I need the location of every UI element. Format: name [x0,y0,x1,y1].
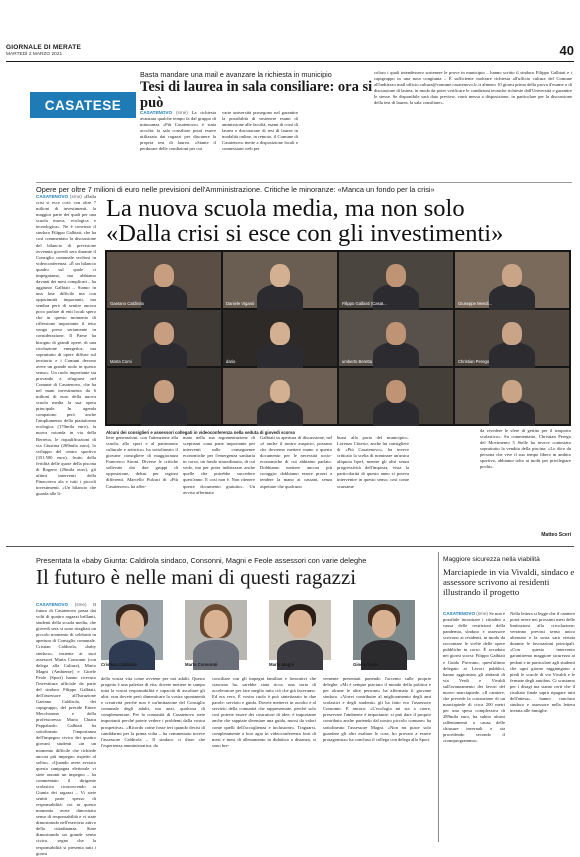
video-tile [339,252,453,308]
portrait-label: Gioele Feole [353,662,379,667]
video-tile [107,310,221,366]
video-tile [223,368,337,424]
article1-column-3 [304,70,572,178]
article3-column-3 [323,676,431,838]
article3-dateline: (sme) [74,602,87,607]
video-tile [339,310,453,366]
article1-dateline: (sme) [176,110,188,115]
article2-text-1: liere generazioni, con l'attenzione alla scuola, allo sport e al patrimonio culturale e artistico» ha sottolineato il giovane consigliere di maggioranza Francesco Sironi. Diverse le critiche sollevate dai due gruppi di opposizione, delusi per ragioni differenti. Marcello Pulcari di «Più Casatenovo» ha affer- [106,435,178,489]
article1-text-3: coloro i quali intendessero sostenere le prove in municipio – hanno scritto il sindaco Filippo Galbiati e i capigruppo in una nota congiunta – È sufficiente inoltrare richiesta all'ufficio cultura del Comune all'indirizzo mail ufficio.cultura@comune.casatenovo.lc.it almeno 10 giorni prima della prova d'esame o di discussione di laurea, in modo da poter verificare le condizioni tecniche richieste dall'Università e garantire le stesse. Se disponibile sarà dato preview, varrà messa a disposizione, in particolare per la discussione della tesi di laurea, la sala consiliare». [374,70,572,106]
article4-column-2 [510,611,575,838]
article2-text-3: Galbiati in apertura di discussione, nel «è anche il nostro auspicio, possano che dovremo mettere mano a questo documento per le necessità socio-economiche di cui abbiamo parlato. Dobbiamo mettere ancora più coraggio: dobbiamo essere pronti a tendere la mano ai cassani, senza aspettare che qualcuno [260,435,332,489]
video-tile [455,252,569,308]
article4-lead: CASATENOVO [443,611,476,616]
video-tile-label: Filippo Galbiati (Casat... [342,301,387,306]
article2-left-text: «Dalla crisi si esce così: con oltre 7 milioni di investimenti, la maggior parte dei quali per una scuola nuova, ecologica e tecnologica». Ne è convinto il sindaco Filippo Galbiati, che ha così commentato la discussione del bilancio di previsione avvenuta giovedì sera durante il Consiglio comunale svoltosi in videoconferenza. «È un bilancio quadro sul quale ci impegniamo, ma abbiamo davanti dei mesi complicati – ha aggiunto Galbiati – Siamo in una fase difficile ma con opportunità importanti, ma sembra però di sentire ancora poco parlare di enti locali spero che in questo momento di riflessione importante il tetto venga preso seriamente in considerazione. Il Paese ha bisogno di grandi opere, di una rivoluzione energetica, ma soprattutto di opere diffuse sul territorio e i Comuni devono avere un grande ruolo in questo senso». Un ruolo importante sia provando a rifugiarsi nel Comune di Casatenovo, che ha nel mani investimento da 6 milioni di euro della nuova scuola media la sua opera principale. In agenda compaiono però anche l'ampliamento della piattaforma ecologica (170mila euro), la nuova rotonda in via della Berretta, le riqualificazioni di via Giustina (269mila euro), lo sviluppo del centro sportivo (351.500 euro), fruito della fertilità delle quote della piscina di Rogeno (20mila euro), gli ultimi interventi della Pinacoteca ala e tutti i piccoli investimenti. «Un bilancio che guarda alle li- [36,194,96,497]
article3-text-3: vemente presentati ponendo l'accento sulle proprie deleghe. «Mi è sempre piaciuto il mondo della politica e per alcune le altre persone» ha affermato il giovane sindaco. «Vorrei contribuire al miglioramento degli ami scolastici e degli studenti» gli ha fatto eco l'assessore Consonni. E ancora: «L'ecologia mi sta a cuore, preservare l'ambiente è importante: si può dare il proprio contributo anche partendo dal nostro piccolo comune» ha sottolineato l'assessore Magni. «Non mi piace solo guardare gli altri esaltare le cose, ho provato a essere protagonista» ha concluso il collega con delega allo Sport. [323,676,431,742]
article3-title: Il futuro è nelle mani di questi ragazzi [36,565,357,589]
portrait-photo [101,600,163,660]
portrait-photo [269,600,331,660]
article3-left-text: Il futuro di Casatenovo passa dai volti di quattro ragazzi brillanti, studenti della scuola media, che giovedì sera si sono ritagliati un piccolo momento di celebrità in apertura di Consiglio comunale. Cristian Caldirola, «baby sindaco», insieme ai suoi assessori Marta Consonni (con delega alla Cultura), Mario Magni (Ambiente) e Gioele Feole (Sport) hanno ricevuto l'investitura ufficiale da parte del sindaco Filippo Galbiati, dell'assessore all'Istruzione Gaetano Caldirola, dei capigruppo, del preside Ettore Mecchionna e della professoressa Maria Chiara Pappalardo. Galbiati ha sottolineato l'importanza dell'impegno civico dei quattro giovani studenti «in un momento difficile che richiede ancora più impegno rispetto al solito». «Quando avete avviato questa campagna elettorale vi siete assunti un impegno – ha commentato il dirigente scolastico riconoscendo ai Giunta dei ragazzi – Vi siete sentiti parte spesso di responsabilità: voi in questo momento avete dimostrato senso di responsabilità e vi state dimostrando nell'esercizio attivo della cittadinanza. State dimostrando un grande senso civico, segno che la responsabilità si presenta tutti i giorni [36,602,96,856]
article2-text-4: bussi alla porta del municipio». Lorenzo Citterio, anche lui consigliere di «Più Casatenovo», ha invece criticato la scelta di nominare un'unica aliquota Irpef, mentre gli altri senza progressività dell'imposta, vista la particolarità di questo anno si poteva intervenire in questo senso, così come scarsame [337,435,409,489]
article3-text-2: conciliare con gli impegni familiari e lavorativi che ciascuno ha, sarebbe stata ricca, una sorta di acceleratore per fare meglio tutto ciò che già facevamo. Ed era vero. È vostro ruolo è può sintetizzato in due parole: servizio e guida. Dovete mettervi in ascolto e al servizio della comunità che rappresentate, perché solo così potrete essere dei costruttori di idee; è importante anche che sappiate diventare una guida, mossi da valori come quelli dell'accoglienza e inclusione». Traguarsi, completamente a loro agio in videoconferenza forti di mesi e mesi di allenamento in didattica a distanza, si sono bre- [212,676,316,748]
article3-lead: CASATENOVO [36,602,69,607]
videoconference-photo [105,250,571,426]
portrait-label: Mario Magni [269,662,295,667]
video-tile-label: dario [226,359,236,364]
article4-text-2: Nella lettera si legge che il cantiere potrà avere nei prossimi mesi delle limitazioni alla circolazione; verranno previsti senso unico alternato e la sosta sarà vietata durante le lavorazioni principali. «Con questo intervento garantiremo maggiore sicurezza ai pedoni e in particolare agli studenti che ogni giorno raggiungono a piedi le scuole di via Vivaldi e le fermate degli autobus. Ci scusiamo per i disagi ma siamo certi che il risultato finale saprà ripagare tutti dell'attesa», hanno concluso sindaco e assessore nella lettera inviata alle famiglie. [510,611,575,713]
article4-column-1 [443,611,505,838]
video-tile-label: Daniele Viganò [226,301,255,306]
article3-column-1 [101,676,205,838]
portrait-label: Marta Consonni [185,662,218,667]
article2-column-5 [414,428,571,528]
article1-text-1: La richiesta avanzata qualche tempo fa dal gruppo di minoranza «Più Casatenovo» è stata accolta: la sala consiliare potrà essere utilizzata dai ragazzi per discutere la propria tesi di laurea. «Stante il perdurare delle condizioni per cui [140,110,216,152]
photo-caption: Alcuni dei consiglieri e assessori collegati in videoconferenza nella seduta di giovedì scorso [106,430,296,435]
article2-text-5: da vivedere le sfere di gettito per il trasporto scolastico». Su commentatio, Christian Perego del Movimento 5 Stelle ha invece contestato soprattutto la vendita della piscina: «Lo dico da persona che vive il suo tempo libero in ambito sportivo, abbiamo tolto ai molti per privilegiare pochi». [480,428,571,470]
page-number: 40 [559,43,574,58]
article3-text-1: della vostra vita come avviene per noi adulti. Questo progetto è una palestra di vita, dovete mettere in campo tutta la vostra responsabilità e capacità di ascoltare gli altri: non dovete però dimenticare la vostra spontaneità e creatività perché non è un'imitazione del Consiglio comunale degli adulti, ma anzi, qualcosa di complementare. Per la comunità di Casatenovo siete importanti perché potete vedere i problemi dalla vostra prospettiva». «Ricordo come fosse ieri quando decisi di candidarmi per la prima volta – ha commentato invece l'assessore Caldirola – Il sindaco ci disse che l'esperienza amministrativa, da [101,676,205,748]
video-tile-label: Christian Perego [458,359,490,364]
article4-kicker: Maggiore sicurezza nella viabilità [443,556,540,563]
article2-column-1 [106,435,178,539]
article2-kicker: Opere per oltre 7 milioni di euro nelle previsioni dell'Amministrazione. Critiche le minoranze: «Manca un fondo per la crisi» [36,182,572,194]
article2-dateline: (sme) [70,194,82,199]
article3-column-2 [212,676,316,838]
video-tile [223,252,337,308]
section-label: CASATESE [30,92,136,118]
header-rule [6,61,574,62]
video-tile-label: Giuseppe Mendi... [458,301,492,306]
article3-left-column [36,602,96,856]
student-portraits [101,600,431,670]
article3-kicker: Presentata la «baby Giunta: Caldirola sindaco, Consonni, Magni e Feole assessori con varie deleghe [36,556,367,565]
video-tile [455,368,569,424]
portrait-label: Cristian Caldirola [101,662,137,667]
article1-text-2: varie università prosegono nel garantire la possibilità di sostenere esami di ammissione alle facoltà, esami di corsi di laurea e discussione di tesi di laurea in modalità online, in remoto, il Comune di Casatenovo mette a disposizione locali e connessioni web per [222,110,298,152]
article2-title-line-2: «Dalla crisi si esce con gli investimenti» [106,220,504,248]
article2-text-2: mato nella sua argomentazione di sceptismi «una parte importante per interventi sulle conseguenze economiche per l'emergenza sanitaria in corso, un fondo straordinario, di cui vedo, ma per poter indirizzare anche quelle che potrebbe succedere quest'anno. E così non è. Non ritenere queste documento gratuito». Un avviso affermato [183,435,255,495]
article2-left-column [36,194,96,538]
article2-byline: Matteo Sceri [541,532,571,538]
article1-title: Tesi di laurea in sala consiliare: ora si può [140,79,373,111]
article4-text-1: Se non è possibile incontrare i cittadini a causa delle restrizioni della pandemia, sindaco e assessore scrivono ai residenti, in modo da raccontare le scelte delle opere pubbliche in corso. È accaduto nei giorni scorsi: Filippo Galbiati e Guido Pirovano, quest'ultimo delegato ai Lavori pubblici, hanno aggiornato gli abitanti di via Verdi e Vivaldi sull'avanzamento dei lavori del nuovo marciapiede. «Il cantiere, che prevede la costruzione di un marciapiede di circa 200 metri per una spesa complessiva di 289mila euro, ha subito alcuni rallentamenti a causa delle chiusure invernali e sta procedendo secondo il cronoprogramma». [443,611,505,744]
article2-column-2 [183,435,255,539]
article2-column-4 [337,435,409,539]
article4-dateline: (sme) [476,611,488,616]
article2-title [106,196,576,247]
article4-title: Marciapiede in via Vivaldi, sindaco e assessore scrivono ai residenti illustrando il progetto [443,567,575,597]
video-tile [223,310,337,366]
section-rule [6,546,574,547]
article1-kicker: Basta mandare una mail e avanzare la richiesta in municipio [140,70,332,79]
video-tile [455,310,569,366]
issue-date: MARTEDÌ 2 MARZO 2021 [6,52,63,57]
portrait-photo [185,600,247,660]
video-tile [339,368,453,424]
portrait-photo [353,600,415,660]
article2-title-line-1: La nuova scuola media, ma non solo [106,195,465,222]
paper-name: GIORNALE DI MERATE [6,44,81,51]
video-tile-label: Marta Comi [110,359,132,364]
article1-lead: CASATENOVO [140,110,173,115]
video-tile-label: Gaetano Caldirola [110,301,144,306]
video-tile [107,368,221,424]
video-tile-label: umberto Beretta [342,359,373,364]
column-divider [438,552,439,842]
masthead [6,44,100,57]
video-tile [107,252,221,308]
article2-lead: CASATENOVO [36,194,69,199]
article2-column-3 [260,435,332,539]
